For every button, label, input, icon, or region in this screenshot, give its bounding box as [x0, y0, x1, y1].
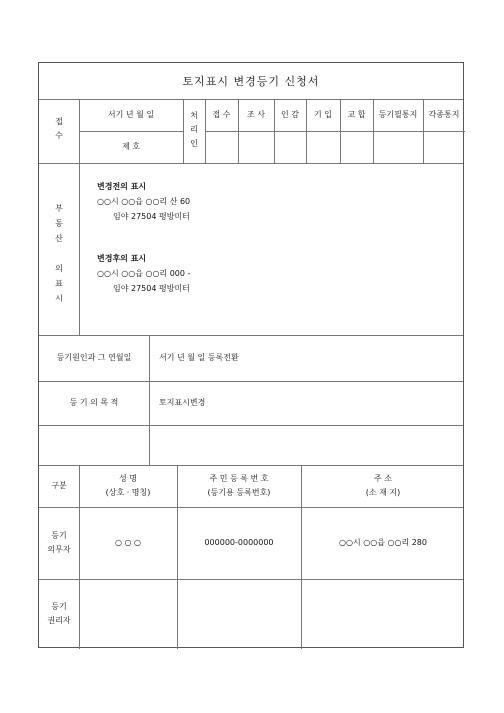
- col-entry: 기 입: [314, 110, 332, 119]
- property-label-char: 의: [55, 264, 63, 273]
- rule: [39, 465, 463, 466]
- property-label: [39, 201, 79, 306]
- after-address: ○○시 ○○읍 ○○리 000 -: [97, 269, 191, 278]
- col-seal: 인 감: [281, 110, 299, 119]
- holder-label: [39, 600, 79, 628]
- header-id-line: 주 민 등 록 번 호: [209, 474, 269, 483]
- header-name-line: 성 명: [119, 474, 137, 483]
- obligor-address: ○○시 ○○읍 ○○리 280: [339, 538, 427, 547]
- rule: [205, 131, 465, 132]
- before-heading: 변경전의 표시: [97, 182, 147, 191]
- parties-header-name: [79, 472, 177, 500]
- header-address-line: (소 재 지): [365, 488, 401, 497]
- property-label-char: 부: [55, 204, 63, 213]
- reception-label: [39, 115, 79, 143]
- before-area: 임야 27504 평방미터: [113, 212, 190, 221]
- after-heading: 변경후의 표시: [97, 254, 147, 263]
- reception-number: 제 호: [122, 142, 140, 151]
- property-after: [97, 251, 190, 296]
- handler-label-char: 리: [190, 125, 198, 134]
- cause-value: 서기 년 월 일 등록전환: [159, 353, 239, 362]
- holder-label-line: 권리자: [47, 616, 71, 625]
- header-address-line: 주 소: [374, 474, 392, 483]
- before-address: ○○시 ○○읍 ○○리 산 60: [97, 197, 191, 206]
- handler-label-char: 인: [190, 139, 198, 148]
- col-check: 교 합: [347, 110, 366, 119]
- header-id-line: (등기용 등록번호): [207, 488, 271, 497]
- handler-label: [183, 109, 205, 151]
- after-area: 임야 27504 평방미터: [113, 284, 190, 293]
- rule: [39, 163, 463, 164]
- rule: [39, 425, 463, 426]
- obligor-id-number: 000000-0000000: [204, 538, 274, 547]
- reception-label-char: 접: [55, 117, 63, 126]
- rule: [79, 163, 80, 335]
- property-label-char: 동: [55, 219, 63, 228]
- col-investigation: 조 사: [247, 110, 265, 119]
- property-before: [97, 179, 190, 224]
- reception-label-char: 수: [55, 131, 63, 140]
- obligor-label: [39, 529, 79, 557]
- form-title: 토지표시 변경등기 신청서: [182, 75, 320, 88]
- header-name-line: (상호 · 명칭): [105, 488, 151, 497]
- property-label-spacer: [39, 246, 79, 261]
- rule: [39, 579, 463, 580]
- col-completion-notice: 등기필통지: [378, 110, 418, 119]
- col-various-notice: 각종통지: [428, 110, 460, 119]
- purpose-label: 등 기 의 목 적: [69, 398, 119, 407]
- reception-date: 서기 년 월 일: [107, 110, 155, 119]
- col-reception: 접 수: [212, 110, 231, 119]
- rule: [149, 335, 150, 465]
- parties-header-id: [177, 472, 301, 500]
- handler-label-char: 처: [190, 111, 198, 120]
- application-form: [38, 62, 464, 648]
- parties-header-category: 구분: [51, 481, 67, 490]
- property-label-char: 산: [55, 234, 63, 243]
- cause-label: 등기원인과 그 연월일: [56, 353, 132, 362]
- purpose-value: 토지표시변경: [159, 398, 206, 407]
- obligor-label-line: 의무자: [47, 545, 71, 554]
- parties-header-address: [301, 472, 465, 500]
- obligor-name: ○ ○ ○: [114, 538, 142, 547]
- property-label-char: 시: [55, 294, 63, 303]
- property-label-char: 표: [55, 279, 63, 288]
- obligor-label-line: 등기: [51, 531, 67, 540]
- holder-label-line: 등기: [51, 602, 67, 611]
